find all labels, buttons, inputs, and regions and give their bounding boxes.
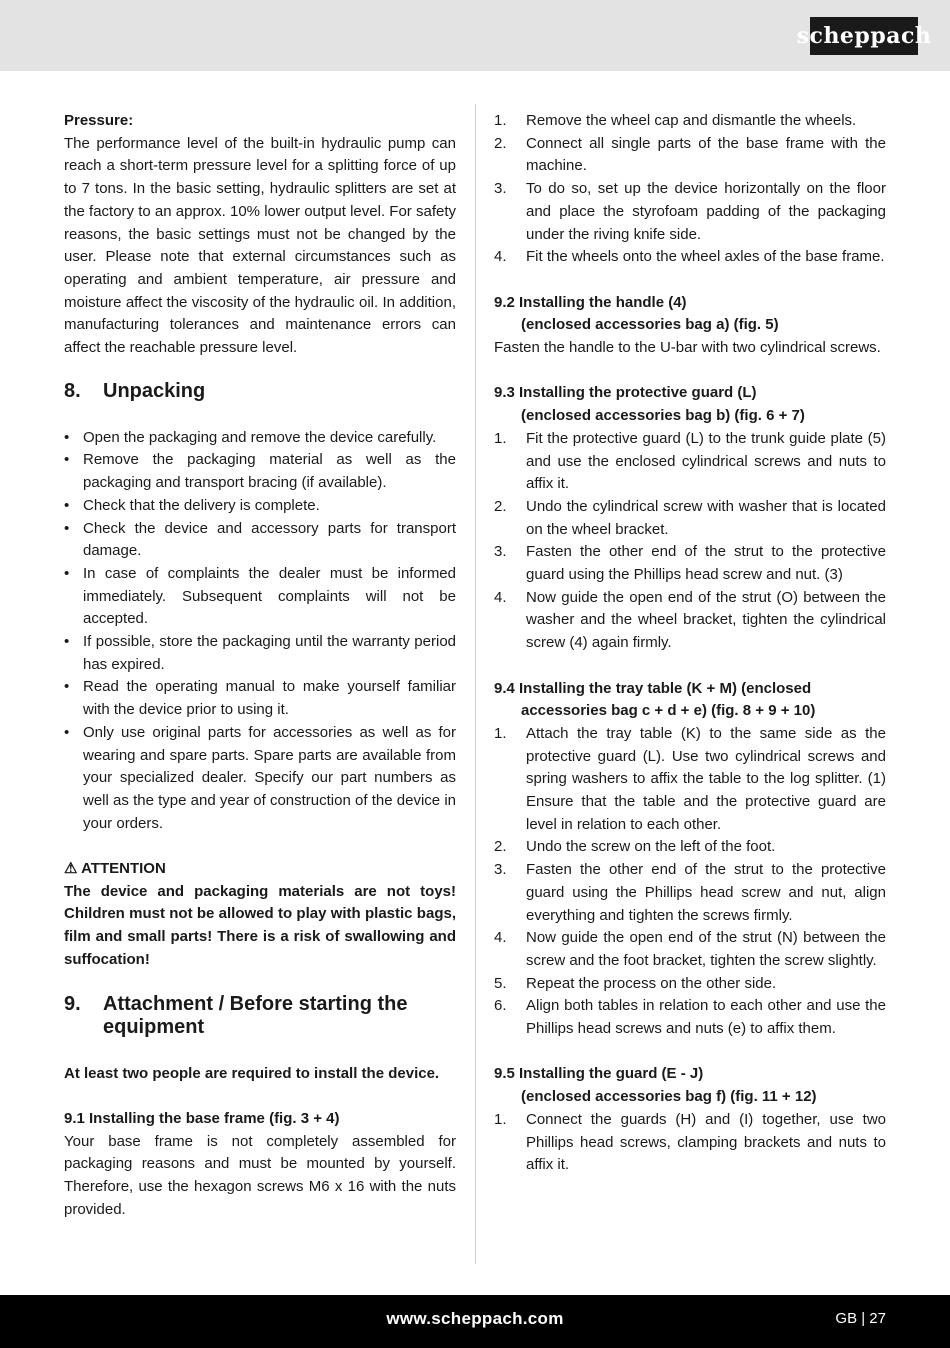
scheppach-logo: scheppach	[810, 17, 918, 55]
list-item: 2. Undo the screw on the left of the foot.	[494, 838, 776, 856]
section-9-3-steps	[494, 428, 886, 655]
attention-text: The device and packaging materials are not toys! Children must not be allowed to play with plastic bags, film and small parts! There is a risk of swallowing and suffocation!	[64, 882, 456, 968]
list-item: • Open the packaging and remove the device carefully.	[64, 427, 456, 450]
section-9-1-steps	[494, 110, 886, 269]
section-8-heading: 8. Unpacking	[64, 379, 206, 402]
list-item: 5. Repeat the process on the other side.	[494, 974, 777, 992]
pressure-heading: Pressure:	[64, 112, 134, 129]
list-item: • Only use original parts for accessories as well as for wearing and spare parts. Spare parts are available from your specialized dealer. Specify our part numbers as well as the type and year of construction of the device in your orders.	[64, 722, 456, 836]
pressure-text: The performance level of the built-in hydraulic pump can reach a short-term pressure level for a splitting force of up to 7 tons. In the basic setting, hydraulic splitters are set at the factory to an approx. 10% lower output level. For safety reasons, the basic settings must not be changed by the user. Please note that external circumstances such as operating and ambient temperature, air pressure and moisture affect the viscosity of the hydraulic oil. In addition, manufacturing tolerances and maintenance errors can affect the reachable pressure level.	[64, 134, 456, 357]
header-bar	[0, 0, 950, 71]
list-item: • In case of complaints the dealer must be informed immediately. Subsequent complaints will not be accepted.	[64, 563, 456, 631]
section-9-5-steps	[494, 1109, 886, 1177]
unpacking-list	[64, 427, 456, 836]
website-link[interactable]: www.scheppach.com	[386, 1309, 564, 1328]
section-9-3-heading: 9.3 Installing the protective guard (L)	[494, 384, 757, 402]
right-column	[494, 110, 886, 1177]
list-item: 1. Remove the wheel cap and dismantle the wheels.	[494, 112, 857, 129]
list-item: • Read the operating manual to make yourself familiar with the device prior to using it.	[64, 676, 456, 721]
section-9-4-heading: 9.4 Installing the tray table (K + M) (enclosed	[494, 679, 812, 697]
section-9-2-heading: 9.2 Installing the handle (4)	[494, 293, 687, 311]
list-item: 1. Fit the protective guard (L) to the trunk guide plate (5) and use the enclosed cylindrical screws and nuts to affix it.	[494, 429, 886, 493]
list-item: • Remove the packaging material as well as the packaging and transport bracing (if available).	[64, 449, 456, 494]
section-9-2-subheading: (enclosed accessories bag a) (fig. 5)	[521, 316, 779, 334]
section-9-4-subheading: accessories bag c + d + e) (fig. 8 + 9 + 10)	[521, 702, 816, 720]
list-item: • Check that the delivery is complete.	[64, 495, 456, 518]
section-9-2-text: Fasten the handle to the U-bar with two cylindrical screws.	[494, 339, 881, 357]
list-item: 2. Undo the cylindrical screw with washer that is located on the wheel bracket.	[494, 497, 886, 538]
section-9-5-subheading: (enclosed accessories bag f) (fig. 11 + 12)	[521, 1088, 817, 1106]
list-item: 1. Connect the guards (H) and (I) together, use two Phillips head screws, clamping brackets and nuts to affix it.	[494, 1110, 886, 1174]
warning-triangle-icon: ⚠	[64, 860, 78, 878]
list-item: 4. Fit the wheels onto the wheel axles of the base frame.	[494, 248, 885, 266]
section-9-1-heading: 9.1 Installing the base frame (fig. 3 + 4)	[64, 1109, 340, 1127]
section-9-5-heading: 9.5 Installing the guard (E - J)	[494, 1065, 704, 1083]
list-item: 4. Now guide the open end of the strut (N) between the screw and the foot bracket, tighten the screw slightly.	[494, 929, 886, 969]
section-9-3-subheading: (enclosed accessories bag b) (fig. 6 + 7)	[521, 407, 805, 425]
section-9-note: At least two people are required to install the device.	[64, 1064, 440, 1082]
list-item: 4. Now guide the open end of the strut (O) between the washer and the wheel bracket, tighten the cylindrical screw (4) again firmly.	[494, 588, 886, 652]
list-item: 1. Attach the tray table (K) to the same side as the protective guard (L). Use two cylindrical screws and spring washers to affix the table to the log splitter. (1) Ensure that the table and the protective guard are level in relation to each other.	[494, 724, 886, 833]
attention-heading: ⚠ ATTENTION	[64, 860, 166, 878]
section-9-4-steps	[494, 723, 886, 1041]
footer-bar	[0, 1295, 950, 1348]
list-item: 3. Fasten the other end of the strut to the protective guard using the Phillips head screw and nut, align everything and tighten the screws firmly.	[494, 861, 886, 924]
column-divider	[475, 104, 476, 1264]
list-item: 3. Fasten the other end of the strut to the protective guard using the Phillips head screw and nut. (3)	[494, 543, 886, 584]
section-9-heading: 9. Attachment / Before starting the equipment	[64, 992, 408, 1038]
list-item: 6. Align both tables in relation to each other and use the Phillips head screws and nuts (e) to affix them.	[494, 997, 886, 1038]
list-item: 3. To do so, set up the device horizontally on the floor and place the styrofoam padding of the packaging under the riving knife side.	[494, 180, 886, 243]
left-column	[64, 110, 456, 1222]
list-item: 2. Connect all single parts of the base frame with the machine.	[494, 134, 886, 175]
section-9-1-text: Your base frame is not completely assembled for packaging reasons and must be mounted by yourself. Therefore, use the hexagon screws M6 x 16 with the nuts provided.	[64, 1132, 456, 1218]
page-number: GB | 27	[835, 1310, 886, 1327]
list-item: • Check the device and accessory parts for transport damage.	[64, 518, 456, 563]
list-item: • If possible, store the packaging until the warranty period has expired.	[64, 631, 456, 676]
